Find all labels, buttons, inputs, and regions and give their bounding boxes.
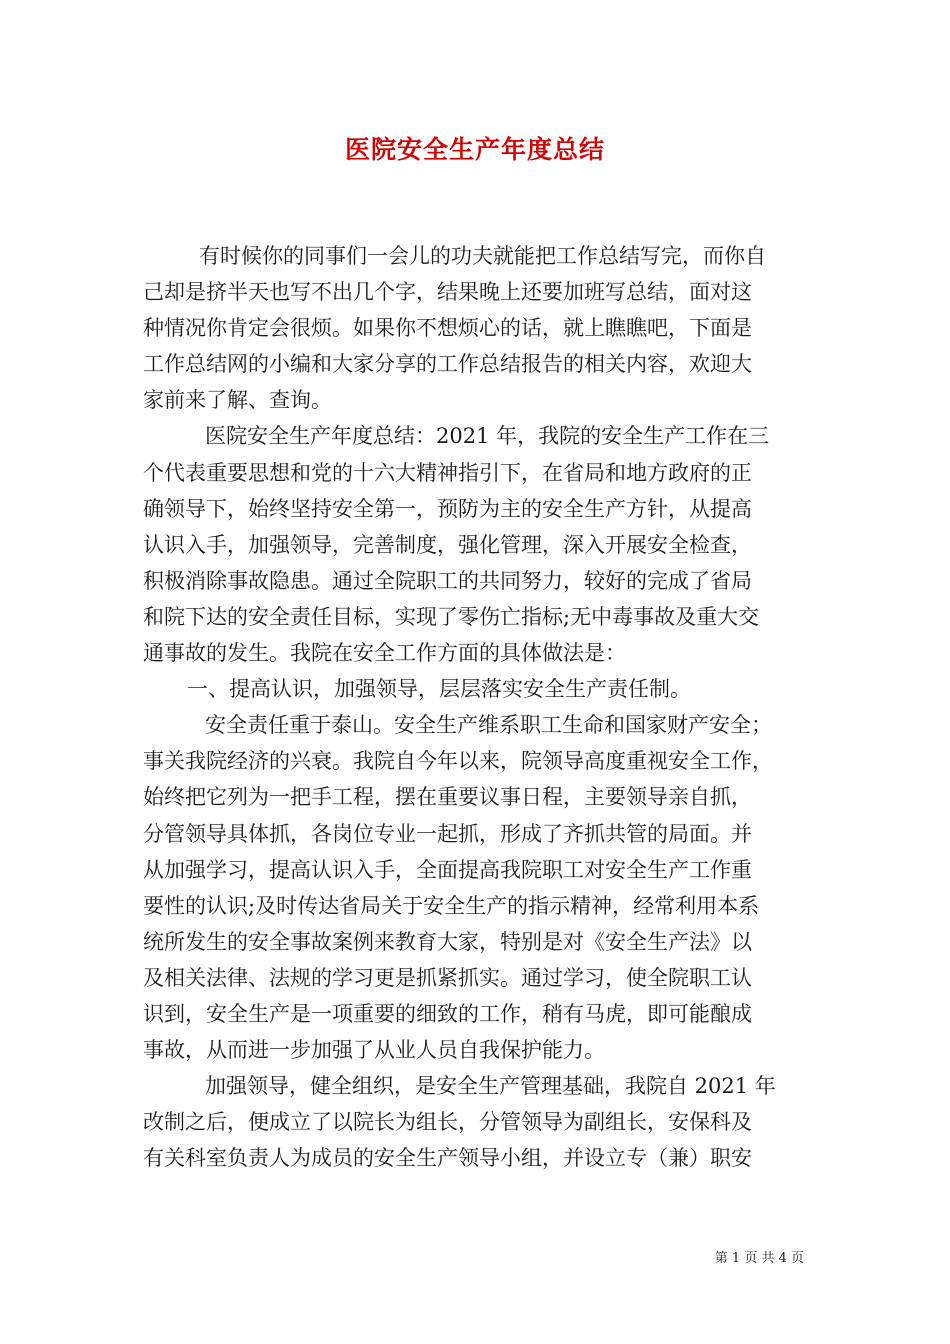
text-line: 有关科室负责人为成员的安全生产领导小组，并设立专（兼）职安 bbox=[143, 1146, 752, 1171]
page-number: 第 1 页 共 4 页 bbox=[714, 1251, 804, 1266]
text-line: 有时候你的同事们一会儿的功夫就能把工作总结写完，而你自 bbox=[199, 244, 766, 268]
text-line: 识到，安全生产是一项重要的细致的工作，稍有马虎，即可能酿成 bbox=[143, 1001, 752, 1026]
text-line: 种情况你肯定会很烦。如果你不想烦心的话，就上瞧瞧吧，下面是 bbox=[143, 316, 752, 341]
text-line: 己却是挤半天也写不出几个字，结果晚上还要加班写总结，面对这 bbox=[143, 280, 752, 305]
text-line: 认识入手，加强领导，完善制度，强化管理，深入开展安全检查， bbox=[143, 532, 752, 557]
section-heading: 一、提高认识，加强领导，层层落实安全生产责任制。 bbox=[187, 677, 691, 702]
text-line: 家前来了解、查询。 bbox=[143, 388, 332, 413]
document-body bbox=[143, 238, 807, 1176]
text-line: 和院下达的安全责任目标，实现了零伤亡指标;无中毒事故及重大交 bbox=[143, 604, 760, 629]
text-line: 统所发生的安全事故案例来教育大家，特别是对《安全生产法》以 bbox=[143, 929, 752, 954]
text-line: 改制之后，便成立了以院长为组长，分管领导为副组长，安保科及 bbox=[143, 1110, 752, 1135]
text-line: 分管领导具体抓，各岗位专业一起抓，形成了齐抓共管的局面。并 bbox=[143, 821, 752, 846]
text-line: 个代表重要思想和党的十六大精神指引下，在省局和地方政府的正 bbox=[143, 460, 752, 485]
text-line: 安全责任重于泰山。安全生产维系职工生命和国家财产安全； bbox=[205, 713, 772, 738]
text-line: 要性的认识;及时传达省局关于安全生产的指示精神，经常利用本系 bbox=[143, 893, 760, 918]
text-line: 通事故的发生。我院在安全工作方面的具体做法是： bbox=[143, 641, 626, 666]
text-line: 事故，从而进一步加强了从业人员自我保护能力。 bbox=[143, 1038, 605, 1063]
text-line: 加强领导，健全组织，是安全生产管理基础，我院自 2021 年 bbox=[205, 1074, 776, 1099]
text-line: 从加强学习，提高认识入手，全面提高我院职工对安全生产工作重 bbox=[143, 857, 752, 882]
text-line: 医院安全生产年度总结：2021 年，我院的安全生产工作在三 bbox=[205, 424, 770, 449]
text-line: 工作总结网的小编和大家分享的工作总结报告的相关内容，欢迎大 bbox=[143, 352, 752, 377]
text-line: 积极消除事故隐患。通过全院职工的共同努力，较好的完成了省局 bbox=[143, 568, 752, 593]
text-line: 始终把它列为一把手工程，摆在重要议事日程，主要领导亲自抓， bbox=[143, 785, 752, 810]
text-line: 确领导下，始终坚持安全第一，预防为主的安全生产方针，从提高 bbox=[143, 496, 752, 521]
text-line: 事关我院经济的兴衰。我院自今年以来，院领导高度重视安全工作， bbox=[143, 749, 773, 774]
text-line: 及相关法律、法规的学习更是抓紧抓实。通过学习，使全院职工认 bbox=[143, 965, 752, 990]
document-title: 医院安全生产年度总结 bbox=[344, 135, 605, 164]
